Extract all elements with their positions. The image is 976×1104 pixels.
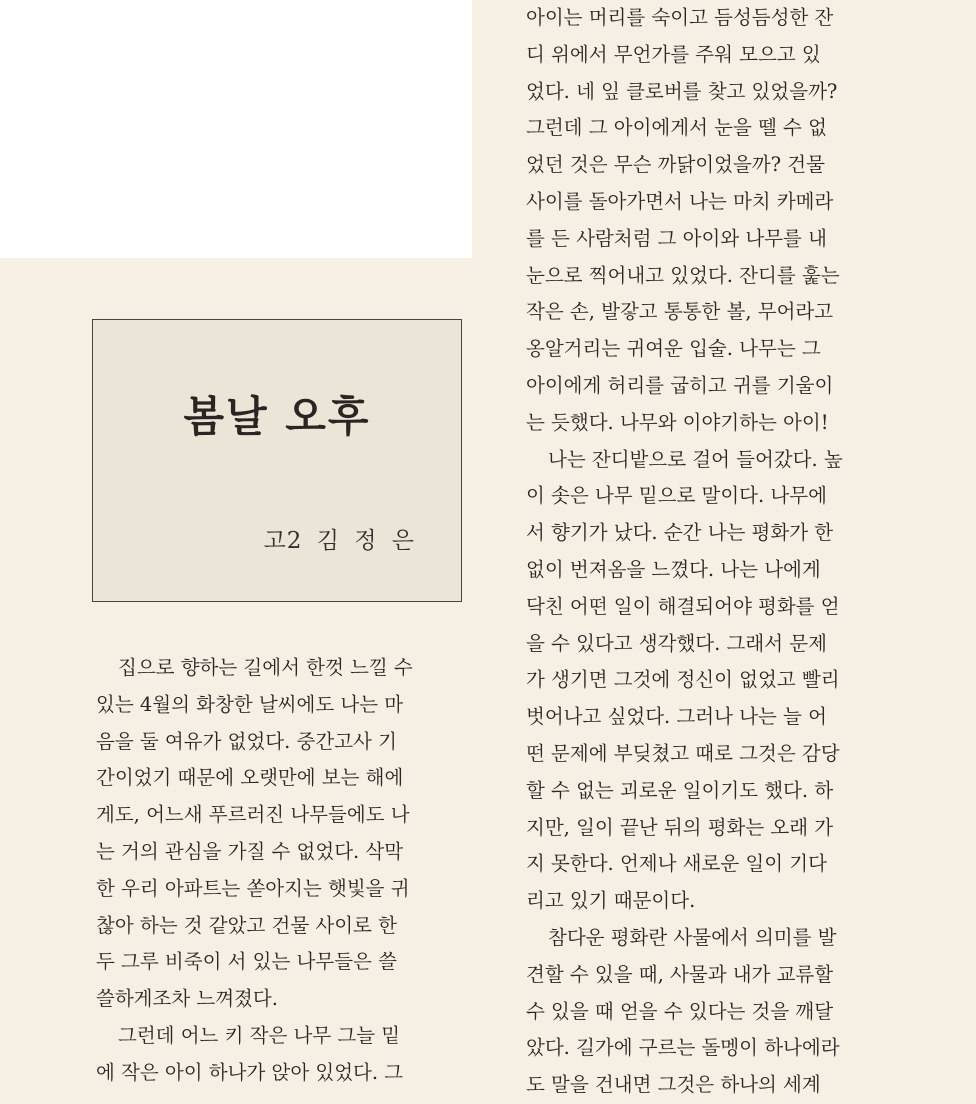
title-box xyxy=(92,319,462,602)
text-line: 벗어나고 싶었다. 그러나 나는 늘 어 xyxy=(526,705,827,729)
text-line: 지만, 일이 끝난 뒤의 평화는 오래 가 xyxy=(526,815,834,839)
text-line: 아이에게 허리를 굽히고 귀를 기울이 xyxy=(526,373,834,397)
text-line: 나는 잔디밭으로 걸어 들어갔다. 높 xyxy=(548,447,843,471)
text-line: 서 향기가 났다. 순간 나는 평화가 한 xyxy=(526,521,834,545)
text-line: 가 생기면 그것에 정신이 없었고 빨리 xyxy=(526,668,840,692)
text-line: 닥친 어떤 일이 해결되어야 평화를 얻 xyxy=(526,594,840,618)
text-line: 사이를 돌아가면서 나는 마치 카메라 xyxy=(526,189,834,213)
text-line: 었던 것은 무슨 까닭이었을까? 건물 xyxy=(526,153,825,177)
text-line: 디 위에서 무언가를 주워 모으고 있 xyxy=(526,42,821,66)
left-text-column xyxy=(96,650,468,1092)
text-line: 그런데 그 아이에게서 눈을 뗄 수 없 xyxy=(526,116,827,140)
text-line: 없이 번져옴을 느꼈다. 나는 나에게 xyxy=(526,557,821,581)
text-line: 는 듯했다. 나무와 이야기하는 아이! xyxy=(526,410,829,434)
article-title: 봄날 오후 xyxy=(183,392,371,441)
text-line: 작은 손, 발갛고 통통한 볼, 무어라고 xyxy=(526,300,834,324)
right-text-column xyxy=(526,0,906,1104)
text-line: 아이는 머리를 숙이고 듬성듬성한 잔 xyxy=(526,6,834,29)
text-line: 한 우리 아파트는 쏟아지는 햇빛을 귀 xyxy=(96,876,410,900)
text-line: 는 거의 관심을 가질 수 없었다. 삭막 xyxy=(96,839,404,863)
text-line: 에 작은 아이 하나가 앉아 있었다. 그 xyxy=(96,1060,404,1084)
text-line: 게도, 어느새 푸르러진 나무들에도 나 xyxy=(96,803,410,827)
text-line: 지 못한다. 언제나 새로운 일이 기다 xyxy=(526,852,827,876)
text-line: 을 수 있다고 생각했다. 그래서 문제 xyxy=(526,631,827,655)
text-line: 이 솟은 나무 밑으로 말이다. 나무에 xyxy=(526,484,827,508)
blank-image-area xyxy=(0,0,472,258)
text-line: 도 말을 건내면 그것은 하나의 세계 xyxy=(526,1073,821,1097)
text-line: 았다. 길가에 구르는 돌멩이 하나에라 xyxy=(526,1036,840,1060)
text-line: 눈으로 찍어내고 있었다. 잔디를 훑는 xyxy=(526,263,840,287)
text-line: 를 든 사람처럼 그 아이와 나무를 내 xyxy=(526,226,827,250)
text-line: 그런데 어느 키 작은 나무 그늘 밑 xyxy=(118,1023,401,1047)
text-line: 쓸하게조차 느껴졌다. xyxy=(96,987,278,1011)
text-line: 두 그루 비죽이 서 있는 나무들은 쓸 xyxy=(96,950,397,974)
text-line: 떤 문제에 부딪쳤고 때로 그것은 감당 xyxy=(526,741,840,765)
text-line: 집으로 향하는 길에서 한껏 느낄 수 xyxy=(118,656,413,679)
text-line: 할 수 없는 괴로운 일이기도 했다. 하 xyxy=(526,778,834,802)
text-line: 리고 있기 때문이다. xyxy=(526,889,696,913)
text-line: 견할 수 있을 때, 사물과 내가 교류할 xyxy=(526,962,834,986)
text-line: 옹알거리는 귀여운 입술. 나무는 그 xyxy=(526,337,821,361)
text-line: 수 있을 때 얻을 수 있다는 것을 깨달 xyxy=(526,999,834,1023)
text-line: 었다. 네 잎 클로버를 찾고 있었을까? xyxy=(526,79,838,103)
article-author: 고2 김 정 은 xyxy=(263,528,415,554)
text-line: 음을 둘 여유가 없었다. 중간고사 기 xyxy=(96,729,397,753)
text-line: 있는 4월의 화창한 날씨에도 나는 마 xyxy=(96,692,404,716)
text-line: 찮아 하는 것 같았고 건물 사이로 한 xyxy=(96,913,397,937)
text-line: 간이었기 때문에 오랫만에 보는 해에 xyxy=(96,766,404,790)
text-line: 참다운 평화란 사물에서 의미를 발 xyxy=(548,925,837,949)
